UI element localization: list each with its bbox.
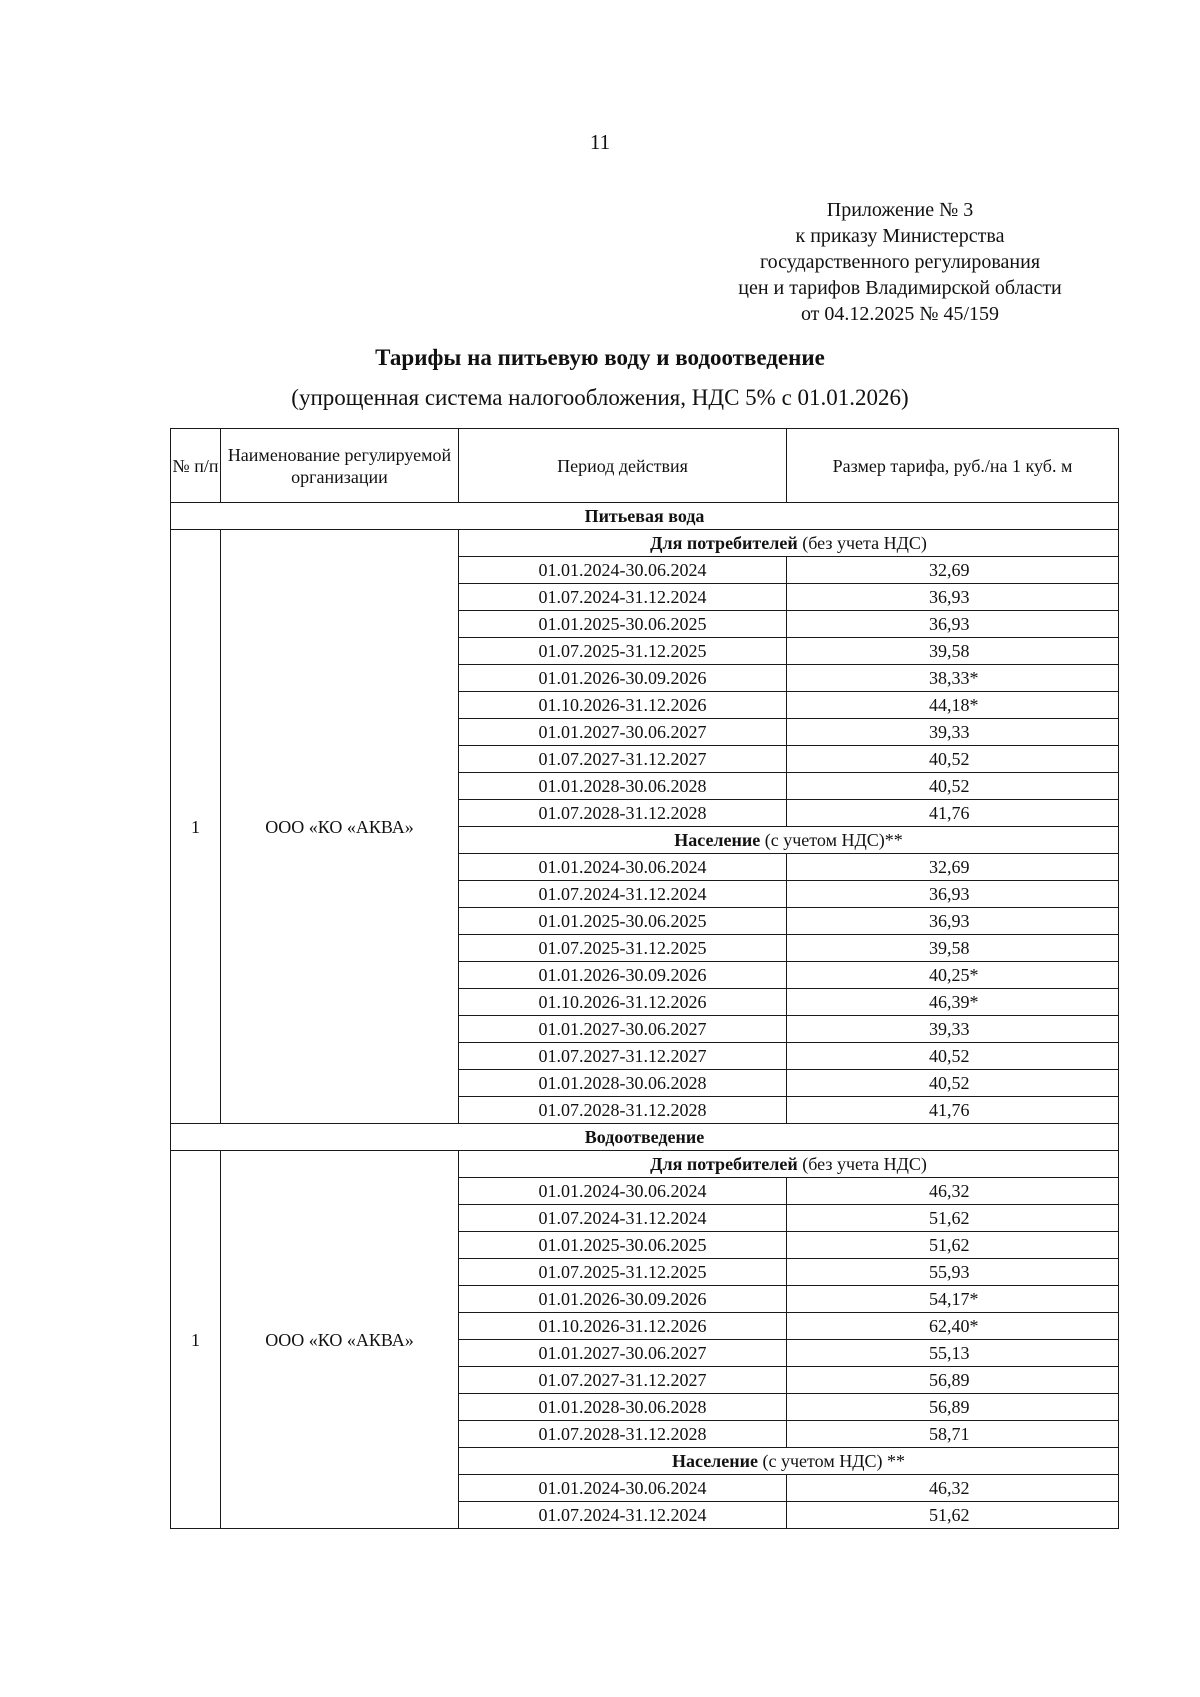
group-label-bold: Население	[671, 1451, 759, 1471]
section-row	[171, 503, 1119, 530]
period-cell: 01.07.2024-31.12.2024	[459, 881, 787, 908]
page-number: 11	[589, 130, 611, 154]
period-cell: 01.07.2025-31.12.2025	[459, 935, 787, 962]
period-cell: 01.07.2025-31.12.2025	[459, 1259, 787, 1286]
group-row	[171, 530, 1119, 557]
tariff-value-cell: 40,52	[787, 773, 1119, 800]
tariff-body	[171, 503, 1119, 1529]
period-cell: 01.01.2026-30.09.2026	[459, 665, 787, 692]
period-cell: 01.07.2028-31.12.2028	[459, 800, 787, 827]
period-cell: 01.01.2028-30.06.2028	[459, 773, 787, 800]
period-cell: 01.07.2027-31.12.2027	[459, 1367, 787, 1394]
tariff-value-cell: 56,89	[787, 1367, 1119, 1394]
tariff-value-cell: 56,89	[787, 1394, 1119, 1421]
period-cell: 01.10.2026-31.12.2026	[459, 1313, 787, 1340]
period-cell: 01.10.2026-31.12.2026	[459, 989, 787, 1016]
period-cell: 01.01.2024-30.06.2024	[459, 557, 787, 584]
period-cell: 01.01.2024-30.06.2024	[459, 854, 787, 881]
period-cell: 01.10.2026-31.12.2026	[459, 692, 787, 719]
period-cell: 01.07.2028-31.12.2028	[459, 1097, 787, 1124]
tariff-value-cell: 51,62	[787, 1502, 1119, 1529]
period-cell: 01.01.2024-30.06.2024	[459, 1178, 787, 1205]
group-label	[459, 530, 1119, 557]
appendix-heading	[690, 197, 1110, 327]
tariff-value-cell: 40,52	[787, 746, 1119, 773]
group-row	[171, 1151, 1119, 1178]
header-org: Наименование регулируемой организации	[221, 429, 459, 503]
tariff-value-cell: 39,58	[787, 935, 1119, 962]
section-row	[171, 1124, 1119, 1151]
period-cell: 01.01.2027-30.06.2027	[459, 1340, 787, 1367]
period-cell: 01.01.2027-30.06.2027	[459, 1016, 787, 1043]
tariff-value-cell: 40,25*	[787, 962, 1119, 989]
period-cell: 01.07.2028-31.12.2028	[459, 1421, 787, 1448]
tariff-value-cell: 36,93	[787, 881, 1119, 908]
period-cell: 01.01.2025-30.06.2025	[459, 611, 787, 638]
tariff-value-cell: 36,93	[787, 584, 1119, 611]
period-cell: 01.07.2027-31.12.2027	[459, 1043, 787, 1070]
period-cell: 01.07.2027-31.12.2027	[459, 746, 787, 773]
appendix-line: цен и тарифов Владимирской области	[738, 277, 1062, 299]
header-num: № п/п	[171, 429, 221, 503]
document-title: Тарифы на питьевую воду и водоотведение	[375, 345, 825, 370]
group-label	[459, 1151, 1119, 1178]
appendix-line: Приложение № 3	[826, 199, 974, 221]
tariff-value-cell: 54,17*	[787, 1286, 1119, 1313]
tariff-value-cell: 39,33	[787, 1016, 1119, 1043]
header-period: Период действия	[459, 429, 787, 503]
tariff-table	[170, 428, 1119, 1529]
group-label	[459, 827, 1119, 854]
tariff-value-cell: 58,71	[787, 1421, 1119, 1448]
section-title: Водоотведение	[171, 1124, 1119, 1151]
tariff-value-cell: 44,18*	[787, 692, 1119, 719]
tariff-value-cell: 62,40*	[787, 1313, 1119, 1340]
period-cell: 01.01.2028-30.06.2028	[459, 1394, 787, 1421]
period-cell: 01.07.2024-31.12.2024	[459, 1502, 787, 1529]
tariff-value-cell: 46,39*	[787, 989, 1119, 1016]
organization-name: ООО «КО «АКВА»	[221, 530, 459, 1124]
row-number: 1	[171, 530, 221, 1124]
period-cell: 01.01.2026-30.09.2026	[459, 962, 787, 989]
group-label-rest: (с учетом НДС)**	[760, 830, 903, 850]
group-label-bold: Население	[674, 830, 761, 850]
period-cell: 01.01.2025-30.06.2025	[459, 1232, 787, 1259]
tariff-value-cell: 38,33*	[787, 665, 1119, 692]
tariff-value-cell: 55,93	[787, 1259, 1119, 1286]
tariff-value-cell: 36,93	[787, 611, 1119, 638]
section-title: Питьевая вода	[171, 503, 1119, 530]
group-label-rest: (с учетом НДС) **	[758, 1451, 905, 1471]
row-number: 1	[171, 1151, 221, 1529]
tariff-value-cell: 55,13	[787, 1340, 1119, 1367]
group-label-bold: Для потребителей	[650, 1154, 798, 1174]
tariff-value-cell: 36,93	[787, 908, 1119, 935]
group-label	[459, 1448, 1119, 1475]
tariff-value-cell: 40,52	[787, 1070, 1119, 1097]
tariff-value-cell: 40,52	[787, 1043, 1119, 1070]
group-label-bold: Для потребителей	[650, 533, 798, 553]
period-cell: 01.01.2026-30.09.2026	[459, 1286, 787, 1313]
tariff-value-cell: 39,33	[787, 719, 1119, 746]
organization-name: ООО «КО «АКВА»	[221, 1151, 459, 1529]
group-label-rest: (без учета НДС)	[797, 1154, 927, 1174]
period-cell: 01.01.2027-30.06.2027	[459, 719, 787, 746]
header-tariff: Размер тарифа, руб./на 1 куб. м	[787, 429, 1119, 503]
tariff-value-cell: 32,69	[787, 854, 1119, 881]
period-cell: 01.07.2024-31.12.2024	[459, 1205, 787, 1232]
appendix-line: государственного регулирования	[759, 251, 1041, 273]
appendix-line: к приказу Министерства	[795, 225, 1005, 247]
appendix-line: от 04.12.2025 № 45/159	[800, 303, 1000, 325]
tariff-value-cell: 32,69	[787, 557, 1119, 584]
tariff-value-cell: 41,76	[787, 1097, 1119, 1124]
table-header-row	[171, 429, 1119, 503]
tariff-value-cell: 46,32	[787, 1475, 1119, 1502]
document-subtitle: (упрощенная система налогообложения, НДС 5% с 01.01.2026)	[291, 385, 909, 410]
tariff-value-cell: 46,32	[787, 1178, 1119, 1205]
tariff-value-cell: 39,58	[787, 638, 1119, 665]
period-cell: 01.07.2024-31.12.2024	[459, 584, 787, 611]
tariff-value-cell: 41,76	[787, 800, 1119, 827]
period-cell: 01.01.2028-30.06.2028	[459, 1070, 787, 1097]
period-cell: 01.01.2025-30.06.2025	[459, 908, 787, 935]
tariff-value-cell: 51,62	[787, 1232, 1119, 1259]
period-cell: 01.01.2024-30.06.2024	[459, 1475, 787, 1502]
period-cell: 01.07.2025-31.12.2025	[459, 638, 787, 665]
tariff-value-cell: 51,62	[787, 1205, 1119, 1232]
group-label-rest: (без учета НДС)	[797, 533, 927, 553]
